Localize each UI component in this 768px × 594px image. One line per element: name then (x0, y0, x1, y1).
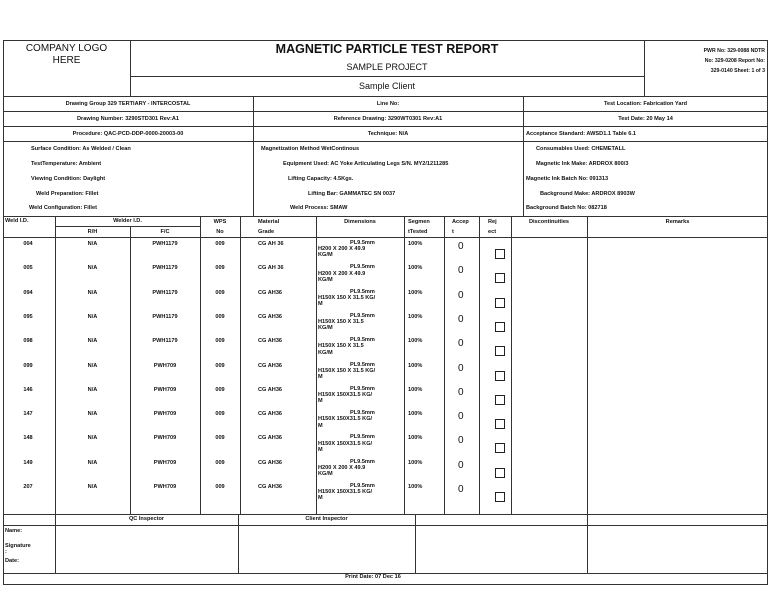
cell-grade: CG AH36 (258, 484, 283, 490)
cell-weld-id: 207 (23, 484, 33, 490)
signature-label (5, 543, 31, 556)
cell-dimensions (318, 240, 375, 259)
dimension-line: H200 X 200 X 49.9 (318, 270, 366, 277)
background-make: Background Make: ARDROX 8903W (540, 191, 635, 197)
cell-weld-id: 149 (23, 459, 33, 466)
dimension-line: PL9.5mm (350, 240, 375, 246)
dimension-line: H200 X 200 X 49.9 (318, 246, 366, 253)
dimension-line: KG/M (318, 276, 333, 283)
cell-wps: 009 (215, 435, 225, 442)
cell-segment-tested: 100% (408, 386, 423, 393)
reject-checkbox[interactable] (495, 443, 505, 453)
cell-weld-id: 094 (23, 289, 33, 296)
cell-segment-tested: 100% (408, 338, 423, 345)
cell-accept: 0 (458, 484, 464, 495)
cell-accept: 0 (458, 362, 464, 374)
dimension-line: H150X 150X31.5 KG/ (318, 440, 373, 447)
cell-grade: CG AH36 (258, 459, 283, 466)
reject-checkbox[interactable] (495, 371, 505, 381)
qc-inspector-heading: QC Inspector (128, 516, 165, 522)
col-material: Material (258, 219, 280, 225)
col-accept-1: Accep (452, 219, 469, 225)
col-weld-id: Weld I.D. (5, 218, 29, 224)
cell-grade: CG AH36 (258, 386, 283, 393)
line-no: Line No: (376, 101, 400, 107)
cell-fc: PWH1179 (152, 289, 178, 296)
cell-wps: 009 (215, 362, 225, 369)
cell-dimensions (318, 337, 375, 356)
cell-grade: CG AH36 (258, 313, 283, 320)
cell-accept: 0 (458, 241, 464, 252)
cell-fc: PWH1179 (152, 241, 178, 247)
project-name: SAMPLE PROJECT (346, 62, 428, 72)
viewing-condition: Viewing Condition: Daylight (31, 176, 106, 182)
cell-grade: CG AH36 (258, 289, 283, 296)
dimension-line: M (318, 495, 323, 502)
dimension-line: KG/M (318, 325, 333, 332)
cell-weld-id: 146 (23, 386, 33, 393)
dimension-line: H150X 150 X 31.5 (318, 319, 364, 326)
cell-grade: CG AH 36 (258, 265, 284, 272)
dimension-line: M (318, 373, 323, 380)
cell-fc: PWH709 (153, 362, 177, 369)
dimension-line: PL9.5mm (350, 288, 375, 295)
dimension-line: H150X 150X31.5 KG/ (318, 489, 373, 496)
magnetic-ink-make: Magnetic Ink Make: ARDROX 800/3 (536, 161, 629, 167)
col-accept-2: t (452, 229, 454, 235)
ref-line-3: 329-0140 Sheet: 1 of 3 (710, 68, 765, 74)
client-name: Sample Client (358, 81, 416, 91)
reject-checkbox[interactable] (495, 468, 505, 478)
cell-accept: 0 (458, 386, 464, 398)
cell-wps: 009 (215, 386, 225, 393)
col-welder-id: Welder I.D. (113, 218, 142, 224)
col-reject-1: Rej (488, 219, 497, 225)
col-segment-2: tTested (408, 229, 428, 235)
surface-condition: Surface Condition: As Welded / Clean (31, 146, 131, 152)
weld-preparation: Weld Preparation: Fillet (36, 191, 99, 197)
cell-fc: PWH709 (153, 435, 177, 442)
report-reference (647, 46, 765, 76)
lifting-bar: Lifting Bar: GAMMATEC SN 0037 (308, 191, 396, 197)
cell-rh: N/A (87, 484, 98, 490)
cell-segment-tested: 100% (408, 362, 423, 369)
cell-fc: PWH1179 (152, 265, 178, 272)
cell-accept: 0 (458, 313, 464, 325)
report-title: MAGNETIC PARTICLE TEST REPORT (275, 42, 499, 56)
cell-segment-tested: 100% (408, 459, 423, 466)
cell-segment-tested: 100% (408, 435, 423, 442)
cell-fc: PWH709 (153, 459, 177, 466)
test-temperature: TestTemperature: Ambient (31, 161, 102, 167)
cell-dimensions (318, 264, 375, 283)
dimension-line: M (318, 301, 323, 307)
reject-checkbox[interactable] (495, 273, 505, 283)
cell-grade: CG AH36 (258, 411, 283, 418)
dimension-line: H150X 150 X 31.5 (318, 343, 364, 350)
cell-dimensions (318, 459, 375, 478)
cell-rh: N/A (87, 459, 98, 466)
ref-line-2: No: 329-0208 Report No: (704, 58, 765, 64)
cell-grade: CG AH36 (258, 362, 283, 369)
dimension-line: PL9.5mm (350, 337, 375, 344)
cell-rh: N/A (87, 386, 98, 393)
cell-wps: 009 (215, 265, 225, 272)
weld-process: Weld Process: SMAW (290, 205, 348, 211)
cell-rh: N/A (87, 338, 98, 345)
cell-segment-tested: 100% (408, 241, 423, 247)
dimension-line: H200 X 200 X 49.9 (318, 464, 366, 471)
cell-weld-id: 098 (23, 338, 33, 345)
cell-segment-tested: 100% (408, 484, 423, 490)
cell-grade: CG AH36 (258, 435, 283, 442)
dimension-line: KG/M (318, 349, 333, 356)
reject-checkbox[interactable] (495, 395, 505, 405)
cell-rh: N/A (87, 265, 98, 272)
dimension-line: KG/M (318, 252, 333, 259)
col-segment-1: Segmen (408, 219, 430, 225)
report-page (3, 40, 768, 585)
reject-checkbox[interactable] (495, 322, 505, 332)
cell-wps: 009 (215, 241, 225, 247)
cell-dimensions (318, 483, 375, 502)
cell-segment-tested: 100% (408, 313, 423, 320)
cell-weld-id: 147 (23, 411, 33, 418)
cell-rh: N/A (87, 289, 98, 296)
cell-wps: 009 (215, 459, 225, 466)
col-remarks: Remarks (665, 219, 690, 225)
cell-rh: N/A (87, 241, 98, 247)
lifting-capacity: Lifting Capacity: 4.5Kgs. (288, 176, 354, 182)
cell-accept: 0 (458, 289, 464, 301)
dimension-line: KG/M (318, 471, 333, 478)
weld-configuration: Weld Configuration: Fillet (29, 205, 97, 211)
dimension-line: M (318, 398, 323, 405)
cell-dimensions (318, 313, 375, 332)
dimension-line: M (318, 422, 323, 429)
ref-line-1: PWR No: 329-0088 NDTR (703, 48, 765, 54)
cell-wps: 009 (215, 338, 225, 345)
cell-segment-tested: 100% (408, 289, 423, 296)
col-reject-2: ect (488, 229, 497, 235)
dimension-line: H150X 150 X 31.5 KG/ (318, 367, 376, 374)
cell-dimensions (318, 362, 375, 381)
cell-weld-id: 004 (23, 241, 33, 247)
col-grade: Grade (258, 229, 275, 235)
dimension-line: H150X 150X31.5 KG/ (318, 392, 373, 398)
dimension-line: PL9.5mm (350, 361, 375, 368)
dimension-line: PL9.5mm (350, 434, 375, 441)
col-dimensions: Dimensions (344, 219, 376, 225)
dimension-line: PL9.5mm (350, 458, 375, 465)
reject-checkbox[interactable] (495, 492, 505, 502)
cell-rh: N/A (87, 411, 98, 418)
reject-checkbox[interactable] (495, 249, 505, 259)
cell-accept: 0 (458, 411, 464, 423)
cell-accept: 0 (458, 435, 464, 447)
cell-grade: CG AH 36 (258, 241, 284, 247)
magnetization-method: Magnetization Method WetContinous (261, 146, 360, 152)
procedure: Procedure: QAC-PCD-DDP-0000-20003-00 (72, 131, 184, 137)
cell-wps: 009 (215, 411, 225, 418)
test-location: Test Location: Fabrication Yard (603, 101, 688, 107)
consumables: Consumables Used: CHEMETALL (536, 146, 626, 152)
dimension-line: H150X 150X31.5 KG/ (318, 416, 373, 423)
cell-dimensions (318, 289, 375, 308)
signature-label-line-1: Signature (5, 543, 31, 549)
reject-checkbox[interactable] (495, 298, 505, 308)
dimension-line: PL9.5mm (350, 312, 375, 319)
client-inspector-heading: Client Inspector (305, 516, 348, 522)
cell-dimensions (318, 386, 375, 405)
cell-grade: CG AH36 (258, 338, 283, 345)
drawing-number: Drawing Number: 3290STD301 Rev:A1 (77, 116, 179, 122)
cell-wps: 009 (215, 289, 225, 296)
test-date: Test Date: 20 May 14 (618, 116, 673, 122)
col-wps-no: No (216, 229, 224, 235)
acceptance-standard: Acceptance Standard: AWSD1.1 Table 6.1 (526, 131, 637, 137)
name-label: Name: (5, 528, 23, 534)
cell-rh: N/A (87, 435, 98, 442)
cell-fc: PWH709 (153, 411, 177, 418)
col-fc: F/C (160, 229, 170, 235)
cell-rh: N/A (87, 313, 98, 320)
background-batch: Background Batch No: 082718 (526, 205, 607, 211)
magnetic-ink-batch: Magnetic Ink Batch No: 091313 (526, 176, 609, 182)
reject-checkbox[interactable] (495, 419, 505, 429)
reject-checkbox[interactable] (495, 346, 505, 356)
dimension-line: PL9.5mm (350, 264, 375, 271)
cell-fc: PWH1179 (152, 313, 178, 320)
cell-fc: PWH709 (153, 386, 177, 393)
logo-line-2: HERE (52, 55, 81, 66)
cell-weld-id: 148 (23, 435, 33, 442)
cell-fc: PWH1179 (152, 338, 178, 345)
dimension-line: PL9.5mm (350, 410, 375, 417)
cell-weld-id: 095 (23, 313, 33, 320)
cell-accept: 0 (458, 338, 464, 350)
cell-segment-tested: 100% (408, 265, 423, 272)
date-label: Date: (5, 558, 19, 564)
cell-dimensions (318, 434, 375, 453)
company-logo-placeholder (3, 43, 130, 67)
drawing-group: Drawing Group 329 TERTIARY - INTERCOSTAL (65, 101, 191, 107)
equipment-used: Equipment Used: AC Yoke Articulating Legs S/N. MY2/1211285 (283, 161, 449, 167)
col-wps: WPS (213, 219, 227, 225)
dimension-line: H150X 150 X 31.5 KG/ (318, 294, 376, 301)
cell-weld-id: 099 (23, 362, 33, 369)
signature-label-line-2: : (5, 549, 7, 556)
dimension-line: PL9.5mm (350, 483, 375, 489)
technique: Technique: N/A (367, 131, 409, 137)
col-rh: R/H (87, 229, 98, 235)
cell-accept: 0 (458, 459, 464, 471)
cell-segment-tested: 100% (408, 411, 423, 418)
cell-rh: N/A (87, 362, 98, 369)
cell-wps: 009 (215, 313, 225, 320)
cell-accept: 0 (458, 265, 464, 277)
col-discontinuities: Discontinuities (528, 219, 570, 225)
cell-dimensions (318, 410, 375, 429)
logo-line-1: COMPANY LOGO (25, 43, 108, 54)
dimension-line: M (318, 446, 323, 453)
print-date: Print Date: 07 Dec 16 (345, 574, 401, 580)
dimension-line: PL9.5mm (350, 385, 375, 392)
reference-drawing: Reference Drawing: 3290WT0301 Rev:A1 (333, 116, 443, 122)
cell-fc: PWH709 (153, 484, 177, 490)
cell-weld-id: 005 (23, 265, 33, 272)
cell-wps: 009 (215, 484, 225, 490)
